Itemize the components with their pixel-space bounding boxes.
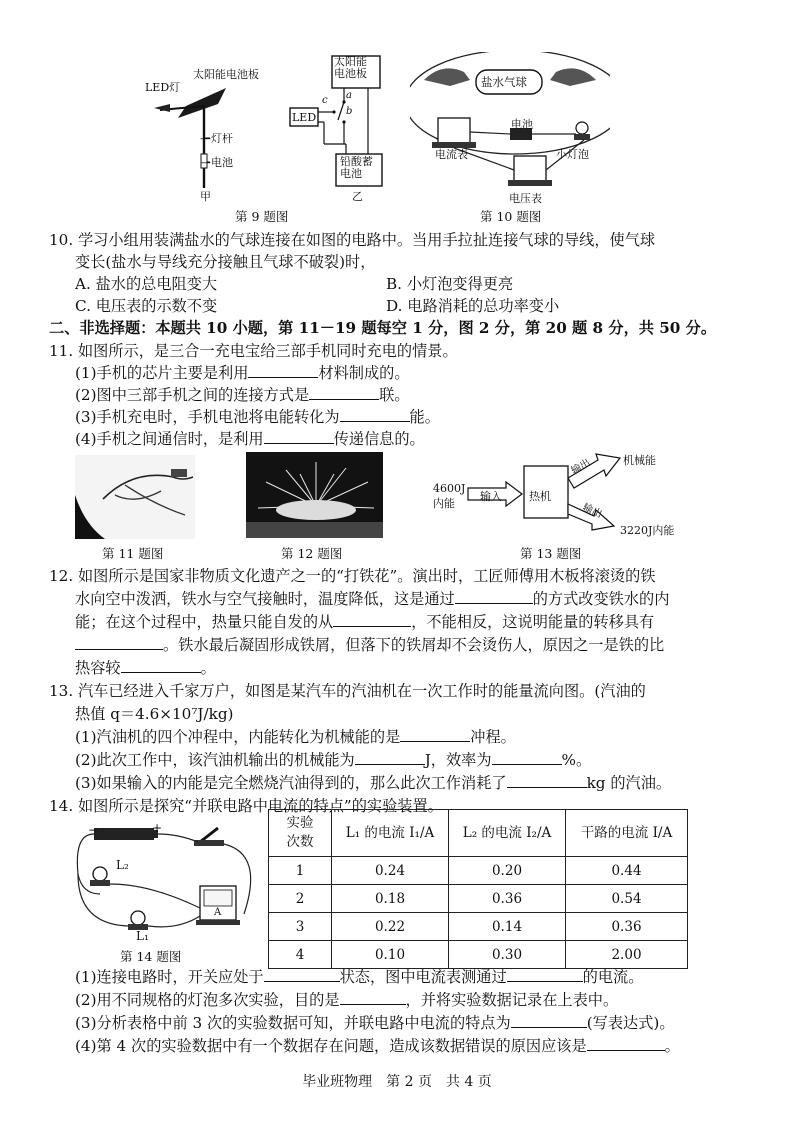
q14-part1: (1)连接电路时，开关应处于 状态，图中电流表测通过 的电流。 [75,968,644,986]
table-header-l1: L₁ 的电流 I₁/A [332,810,449,857]
q14-part2: (2)用不同规格的灯泡多次实验，目的是 ，并将实验数据记录在上表中。 [75,991,619,1009]
q12-blank-3[interactable] [75,635,163,650]
q10-stem-line1: 10. 学习小组用装满盐水的气球连接在如图的电路中。当用手拉扯连接气球的导线，使气球 [49,231,656,249]
fig13-output2-energy: 3220J内能 [620,524,675,537]
fig10-battery-label: 电池 [511,118,533,131]
q12-line3: 能；在这个过程中，热量只能自发的从 ，不能相反，这说明能量的转移具有 [75,613,655,631]
q13-blank-4[interactable] [507,773,587,788]
q11-part1: (1)手机的芯片主要是利用 材料制成的。 [75,364,410,382]
fig10-lamp-label: 小灯泡 [556,148,589,161]
q10-option-a: A. 盐水的总电阻变大 [75,275,218,293]
table-cell: 0.36 [566,913,688,941]
q14-blank-1[interactable] [264,967,340,982]
fig13-input-box: 输入 [480,490,502,503]
table-cell: 0.54 [566,885,688,913]
q10-stem-line2: 变长(盐水与导线充分接触且气球不破裂)时， [75,253,376,271]
q13-part2: (2)此次工作中，该汽油机输出的机械能为 J，效率为 %。 [75,751,592,769]
fig10-balloon-label: 盐水气球 [481,75,527,89]
q12-line1: 12. 如图所示是国家非物质文化遗产之一的“打铁花”。演出时，工匠师傅用木板将滚烫的铁 [49,567,656,585]
fig9-solar-label: 太阳能 电池板 [334,55,367,80]
table-row [269,913,688,941]
q13-blank-1[interactable] [400,727,470,742]
q11-blank-1[interactable] [248,363,318,378]
q10-option-d: D. 电路消耗的总功率变小 [386,297,560,315]
q14-blank-5[interactable] [587,1036,665,1051]
q13-part1: (1)汽油机的四个冲程中，内能转化为机械能的是 冲程。 [75,728,516,746]
fig10-caption: 第 10 题图 [480,209,542,224]
fig9-yi-label: 乙 [352,190,363,203]
fig14-l2-label: L₂ [116,858,129,872]
solar-panel-shape [178,88,226,118]
table-cell: 0.36 [449,885,566,913]
switch-shape [200,828,218,842]
q11-part2: (2)图中三部手机之间的连接方式是 联。 [75,386,410,404]
figure-11-photo [75,455,195,539]
fig12-caption: 第 12 题图 [281,546,343,561]
table-cell: 4 [269,941,332,969]
table-cell: 0.14 [449,913,566,941]
fig13-output1-label: 输出 [569,457,593,477]
fig9-c-label: c [322,95,328,106]
battery-shape [94,828,154,840]
q11-blank-4[interactable] [264,429,334,444]
table-cell: 0.18 [332,885,449,913]
fig9-battery-label: —电池 [200,156,233,169]
q13-line2: 热值 q＝4.6×10⁷J/kg) [75,705,234,723]
table-cell: 0.20 [449,857,566,885]
q11-part4: (4)手机之间通信时，是利用 传递信息的。 [75,430,425,448]
fig9-a-label: a [346,90,352,101]
table-cell: 1 [269,857,332,885]
fig9-pole-label: —灯杆 [200,132,233,145]
fig9-b-label: b [346,106,353,117]
q12-blank-1[interactable] [455,589,533,604]
table-header-l2: L₂ 的电流 I₂/A [449,810,566,857]
table-header-row [269,810,688,857]
fig11-caption: 第 11 题图 [102,546,164,561]
fig14-plus: + [152,821,163,835]
fig14-minus: − [88,823,99,837]
voltmeter-box [514,156,546,182]
q11-blank-2[interactable] [309,385,379,400]
table-cell: 0.30 [449,941,566,969]
q13-part3: (3)如果输入的内能是完全燃烧汽油得到的，那么此次工作消耗了 kg 的汽油。 [75,774,672,792]
q14-data-table [268,809,688,969]
fig13-output2-label: 输出 [580,502,604,521]
q14-blank-3[interactable] [340,990,406,1005]
fig13-engine-label: 热机 [529,490,551,503]
q12-line5: 热容较 。 [75,659,216,677]
left-hand-shape [424,68,470,86]
figure-12-photo [246,452,383,538]
q14-blank-4[interactable] [511,1013,587,1028]
q13-blank-3[interactable] [492,750,562,765]
fig9-led-box-label: LED [292,111,317,124]
fig14-ammeter-label: A [214,907,222,918]
fig13-output1-energy: 机械能 [623,454,656,467]
q10-option-b: B. 小灯泡变得更亮 [386,275,514,293]
section-2-heading: 二、非选择题：本题共 10 小题，第 11－19 题每空 1 分，图 2 分，第 20 题 8 分，共 50 分。 [49,319,717,337]
table-cell: 0.10 [332,941,449,969]
table-cell: 3 [269,913,332,941]
q12-blank-2[interactable] [333,612,411,627]
q11-blank-3[interactable] [340,407,410,422]
q11-stem: 11. 如图所示，是三合一充电宝给三部手机同时充电的情景。 [49,342,458,360]
table-row [269,857,688,885]
table-row [269,885,688,913]
fig14-l1-label: L₁ [136,929,149,943]
fig13-input-energy-label: 内能 [433,497,455,510]
q13-blank-2[interactable] [355,750,425,765]
fig9-panel-label: 太阳能电池板 [193,68,259,81]
fig9-leadacid-label: 铅酸蓄 电池 [340,155,373,180]
fig14-caption: 第 14 题图 [120,949,182,964]
table-header-main: 干路的电流 I/A [566,810,688,857]
table-cell: 0.44 [566,857,688,885]
table-row [269,941,688,969]
table-cell: 0.24 [332,857,449,885]
lamp-l2-shape [93,867,107,881]
q11-part3: (3)手机充电时，手机电池将电能转化为 能。 [75,408,440,426]
q12-line2: 水向空中泼洒，铁水与空气接触时，温度降低，这是通过 的方式改变铁水的内 [75,590,670,608]
q13-line1: 13. 汽车已经进入千家万户，如图是某汽车的汽油机在一次工作时的能量流向图。(汽油的 [49,682,646,700]
ammeter-box [438,118,470,144]
q12-blank-4[interactable] [121,658,201,673]
table-header-trial: 实验次数 [269,810,332,857]
table-cell: 2 [269,885,332,913]
q10-option-c: C. 电压表的示数不变 [75,297,218,315]
fig10-ammeter-label: 电流表 [435,148,468,161]
fig13-input-energy: 4600J [433,482,466,495]
q12-line4: 。铁水最后凝固形成铁屑，但落下的铁屑却不会烫伤人，原因之一是铁的比 [75,635,664,655]
q14-part4: (4)第 4 次的实验数据中有一个数据存在问题，造成该数据错误的原因应该是 。 [75,1037,680,1055]
fig9-led-label: LED灯 [145,81,181,94]
table-cell: 0.22 [332,913,449,941]
lamp-l1-shape [131,911,145,925]
fig9-jia-label: 甲 [200,190,211,203]
q14-stem: 14. 如图所示是探究“并联电路中电流的特点”的实验装置。 [49,797,443,815]
q14-part3: (3)分析表格中前 3 次的实验数据可知，并联电路中电流的特点为 (写表达式)。 [75,1014,675,1032]
right-hand-shape [550,68,596,86]
table-cell: 2.00 [566,941,688,969]
fig10-voltmeter-label: 电压表 [509,192,542,205]
fig13-caption: 第 13 题图 [520,546,582,561]
fig9-caption: 第 9 题图 [235,209,289,224]
page-footer: 毕业班物理 第 2 页 共 4 页 [302,1074,492,1090]
q14-blank-2[interactable] [507,967,583,982]
figure-14-circuit [70,820,260,948]
